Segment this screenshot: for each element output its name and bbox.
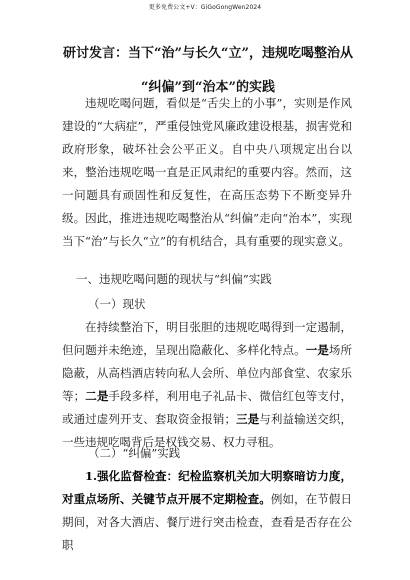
point-three-label: 三是 (235, 412, 260, 426)
header-notice: 更多免费公文+V：GiGoGongWen2024 (148, 4, 262, 11)
correction-paragraph (62, 465, 352, 557)
point-one-label: 一是 (305, 343, 329, 357)
correction-lead: 1.强化监督检查：纪检监察机关加大明察暗访力度，对重点场所、关键节点开展不定期检查。 (62, 469, 352, 506)
point-two-label: 二是 (85, 389, 109, 403)
status-paragraph (62, 316, 352, 454)
subsection-2-heading: （二）“纠偏”实践 (88, 446, 181, 460)
point-three-text: 与利益输送交织，一些违规吃喝背后是权钱交易、权力寻租。 (62, 412, 353, 449)
status-text-before: 在持续整治下，明目张胆的违规吃喝得到一定遏制，但问题并未绝迹，呈现出隐蔽化、多样化特点。 (62, 320, 352, 357)
title-line-1: 研讨发言：当下“治”与长久“立”，违规吃喝整治从 (63, 46, 353, 61)
subsection-1-heading: （一）现状 (88, 297, 146, 311)
point-two-text: 手段多样，利用电子礼品卡、微信红包等支付，或通过虚列开支、套取资金报销； (62, 389, 353, 426)
title-line-2: “纠偏”到“治本”的实践 (141, 80, 275, 95)
intro-paragraph: 违规吃喝问题，看似是“舌尖上的小事”，实则是作风建设的“大病症”，严重侵蚀党风廉政建设根基，损害党和政府形象，破坏社会公平正义。自中央八项规定出台以来，整治违规吃喝一直是正风肃纪的重要内容。然而，这一问题具有顽固性和反复性，在高压态势下不断变异升级。因此，推进违规吃喝整治从“纠偏”走向“治本”，实现当下“治”与长久“立”的有机结合，具有重要的现实意义。 (62, 96, 352, 248)
point-one-text: 场所隐蔽，从高档酒店转向私人会所、单位内部食堂、农家乐等； (62, 343, 353, 403)
correction-text: 例如，在节假日期间，对各大酒店、餐厅进行突击检查，查看是否存在公职 (62, 492, 352, 552)
section-1-heading: 一、违规吃喝问题的现状与“纠偏”实践 (76, 272, 272, 286)
